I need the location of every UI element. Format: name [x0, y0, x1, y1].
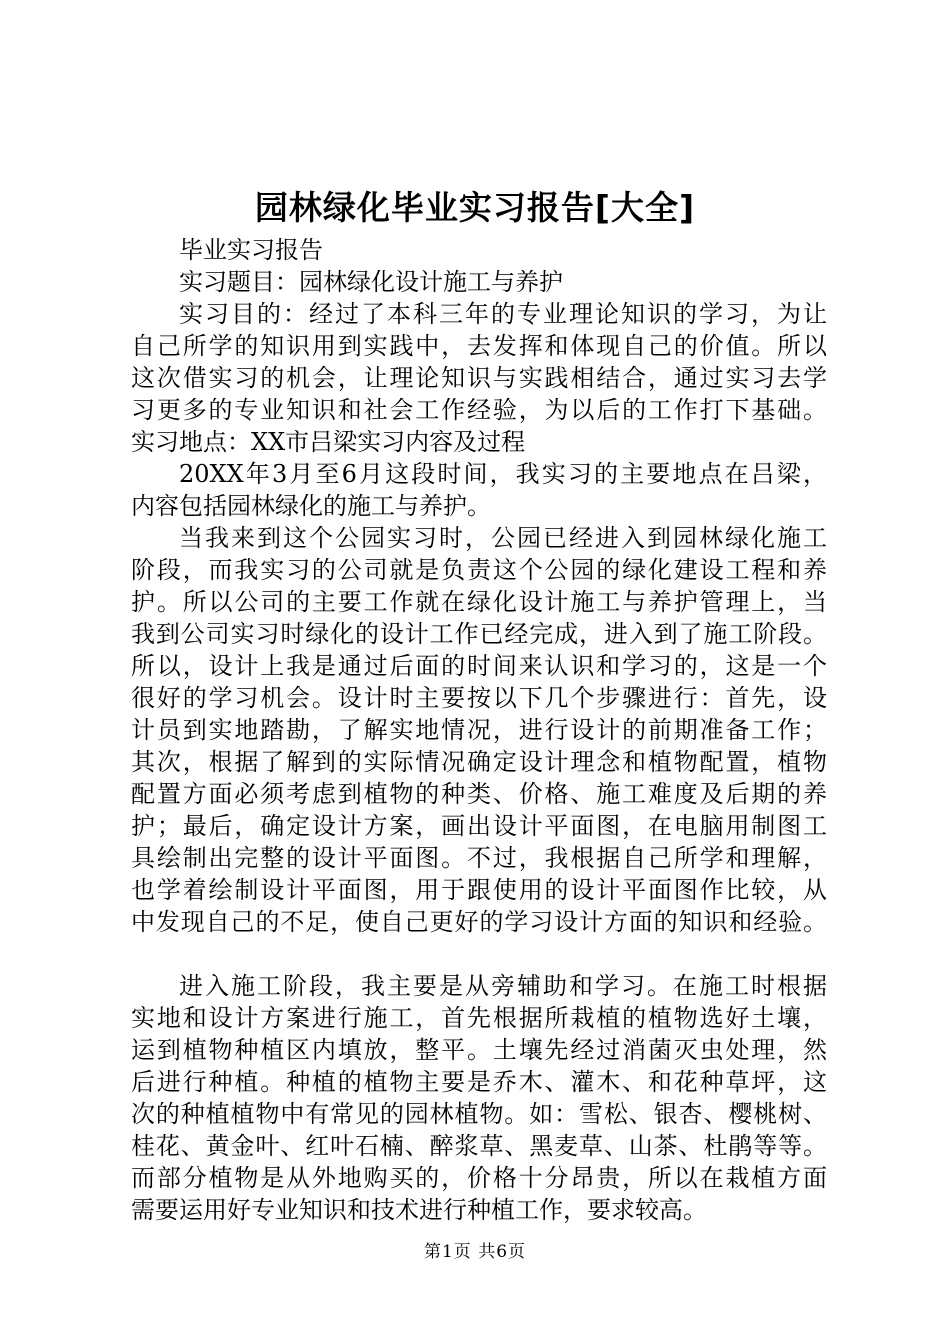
- text-line: 进入施工阶段，我主要是从旁辅助和学习。在施工时根据: [179, 972, 827, 1000]
- text-line: 实习题目：园林绿化设计施工与养护: [179, 268, 563, 296]
- text-line: 当我来到这个公园实习时，公园已经进入到园林绿化施工: [179, 524, 827, 552]
- text-line: 次的种植植物中有常见的园林植物。如：雪松、银杏、樱桃树、: [131, 1100, 827, 1128]
- text-line: 需要运用好专业知识和技术进行种植工作，要求较高。: [131, 1196, 707, 1224]
- text-line: 这次借实习的机会，让理论知识与实践相结合，通过实习去学: [131, 364, 827, 392]
- text-line: 自己所学的知识用到实践中，去发挥和体现自己的价值。所以: [131, 332, 827, 360]
- text-line: 中发现自己的不足，使自己更好的学习设计方面的知识和经验。: [131, 908, 827, 936]
- text-line: 配置方面必须考虑到植物的种类、价格、施工难度及后期的养: [131, 780, 827, 808]
- text-line: 内容包括园林绿化的施工与养护。: [131, 492, 491, 520]
- text-line: 实习目的：经过了本科三年的专业理论知识的学习，为让: [179, 300, 827, 328]
- text-line: 20XX年3月至6月这段时间，我实习的主要地点在吕梁，: [179, 460, 827, 488]
- text-line: 运到植物种植区内填放，整平。土壤先经过消菌灭虫处理，然: [131, 1036, 827, 1064]
- text-line: 阶段，而我实习的公司就是负责这个公园的绿化建设工程和养: [131, 556, 827, 584]
- text-line: 实地和设计方案进行施工，首先根据所栽植的植物选好土壤，: [131, 1004, 827, 1032]
- text-line: 后进行种植。种植的植物主要是乔木、灌木、和花种草坪，这: [131, 1068, 827, 1096]
- text-line: 桂花、黄金叶、红叶石楠、醉浆草、黑麦草、山茶、杜鹃等等。: [131, 1132, 827, 1160]
- text-line: 也学着绘制设计平面图，用于跟使用的设计平面图作比较，从: [131, 876, 827, 904]
- text-line: 护。所以公司的主要工作就在绿化设计施工与养护管理上，当: [131, 588, 827, 616]
- text-line: 计员到实地踏勘，了解实地情况，进行设计的前期准备工作；: [131, 716, 827, 744]
- paragraph-gap: [131, 938, 827, 970]
- text-line: 所以，设计上我是通过后面的时间来认识和学习的，这是一个: [131, 652, 827, 680]
- text-line: 习更多的专业知识和社会工作经验，为以后的工作打下基础。: [131, 396, 827, 424]
- text-line: 毕业实习报告: [179, 236, 323, 264]
- page-footer: 第1页 共6页: [423, 1242, 527, 1262]
- text-line: 护；最后，确定设计方案，画出设计平面图，在电脑用制图工: [131, 812, 827, 840]
- text-line: 很好的学习机会。设计时主要按以下几个步骤进行：首先，设: [131, 684, 827, 712]
- text-line: 其次，根据了解到的实际情况确定设计理念和植物配置，植物: [131, 748, 827, 776]
- text-line: 实习地点：XX市吕梁实习内容及过程: [131, 428, 526, 456]
- text-line: 具绘制出完整的设计平面图。不过，我根据自己所学和理解，: [131, 844, 827, 872]
- document-body: [131, 234, 827, 1226]
- text-line: 而部分植物是从外地购买的，价格十分昂贵，所以在栽植方面: [131, 1164, 827, 1192]
- text-line: 我到公司实习时绿化的设计工作已经完成，进入到了施工阶段。: [131, 620, 827, 648]
- document-title: 园林绿化毕业实习报告[大全]: [254, 188, 696, 227]
